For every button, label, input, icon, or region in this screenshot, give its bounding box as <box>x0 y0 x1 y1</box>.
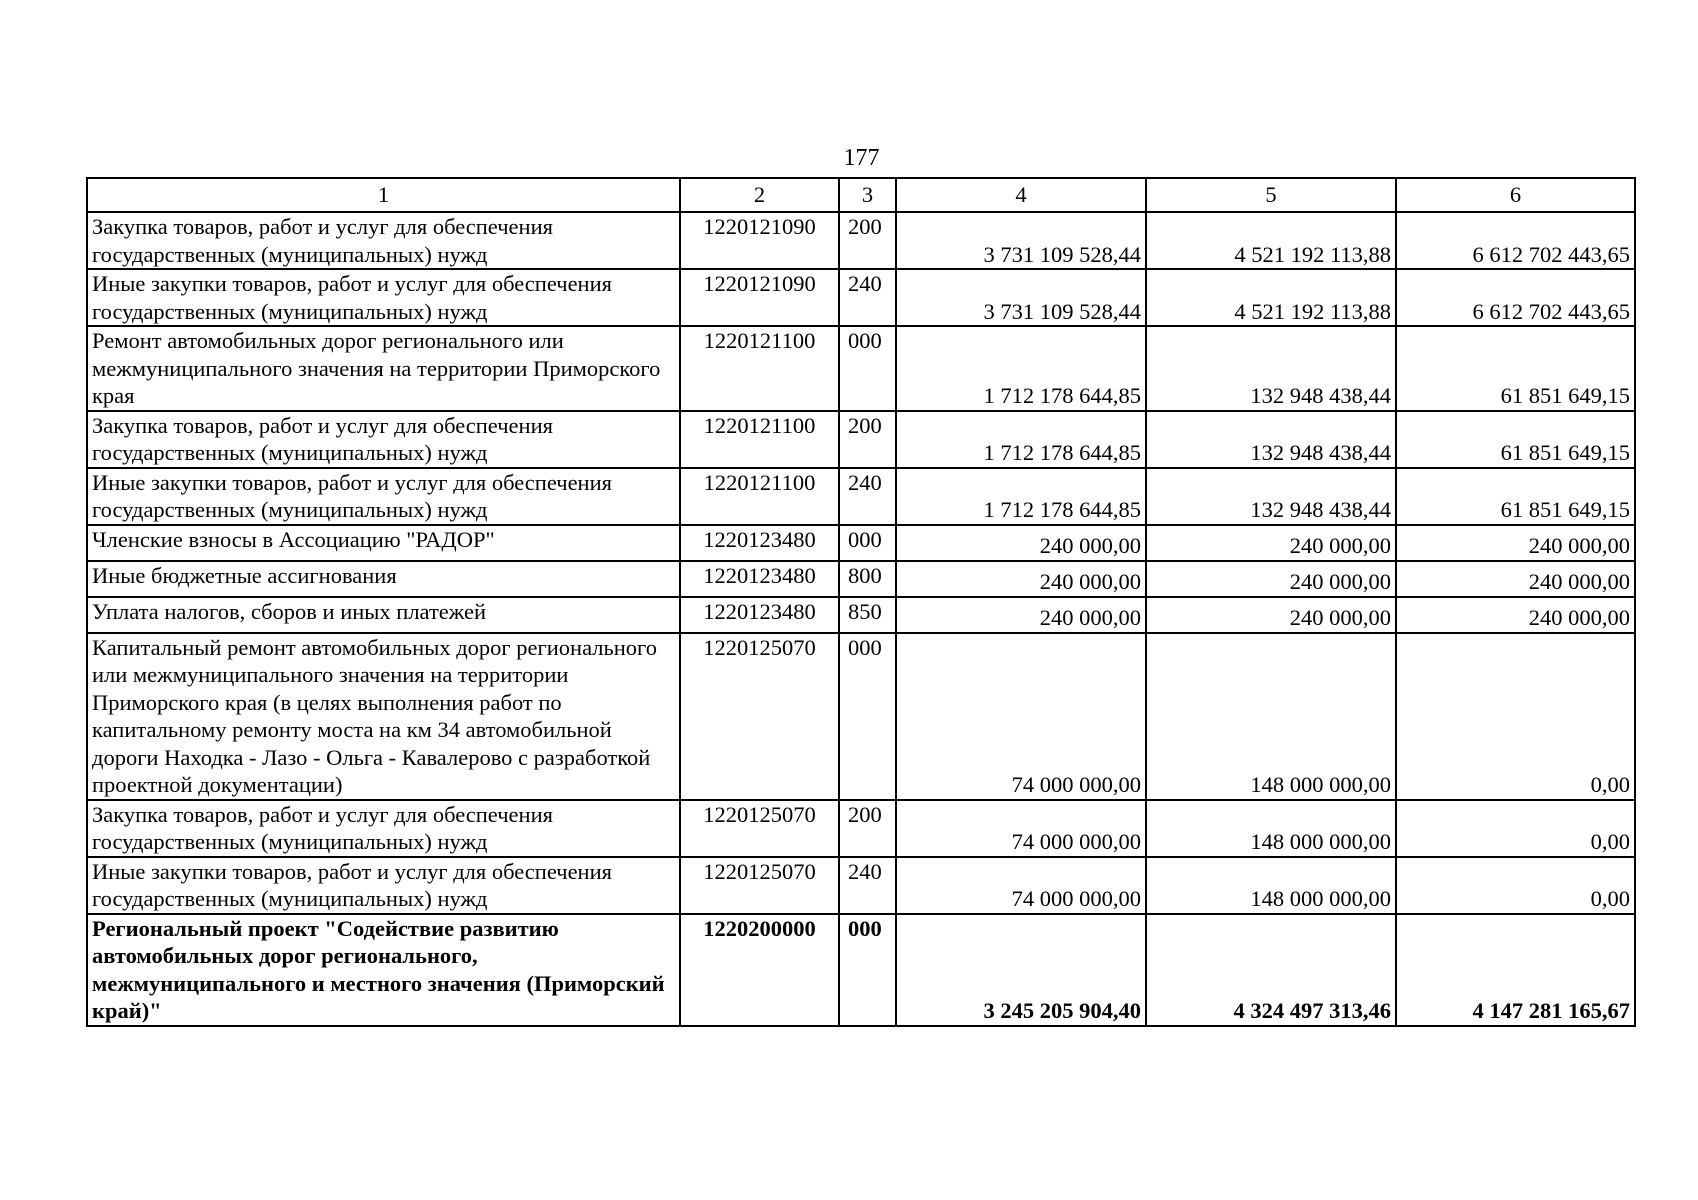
row-value-4-cell: 1 712 178 644,85 <box>896 326 1146 411</box>
row-code-cell: 1220200000 <box>680 914 839 1026</box>
row-type-cell: 000 <box>839 326 896 411</box>
row-value-5-cell: 240 000,00 <box>1146 597 1396 633</box>
row-type-cell: 000 <box>839 914 896 1026</box>
row-code-cell: 1220123480 <box>680 597 839 633</box>
row-name-cell: Капитальный ремонт автомобильных дорог регионального или межмуниципального значения на территории Приморского края (в целях выполнения работ по капитальному ремонту моста на км 34 автомобильной дороги Находка - Лазо - Ольга - Кавалерово с разработкой проектной документации) <box>87 633 680 800</box>
page-number: 177 <box>843 145 880 171</box>
row-value-4-cell: 1 712 178 644,85 <box>896 411 1146 468</box>
row-name-cell: Закупка товаров, работ и услуг для обеспечения государственных (муниципальных) нужд <box>87 800 680 857</box>
row-value-6-cell: 61 851 649,15 <box>1396 326 1635 411</box>
row-value-4-cell: 74 000 000,00 <box>896 857 1146 914</box>
row-value-6-cell: 4 147 281 165,67 <box>1396 914 1635 1026</box>
row-value-6-cell: 0,00 <box>1396 633 1635 800</box>
row-value-4-cell: 3 731 109 528,44 <box>896 212 1146 269</box>
row-value-5-cell: 148 000 000,00 <box>1146 800 1396 857</box>
row-type-cell: 200 <box>839 800 896 857</box>
row-type-cell: 800 <box>839 561 896 597</box>
column-header-4: 4 <box>896 178 1146 212</box>
row-type-cell: 200 <box>839 212 896 269</box>
row-value-6-cell: 6 612 702 443,65 <box>1396 212 1635 269</box>
row-value-4-cell: 240 000,00 <box>896 597 1146 633</box>
row-value-6-cell: 0,00 <box>1396 857 1635 914</box>
row-value-6-cell: 240 000,00 <box>1396 561 1635 597</box>
budget-table <box>86 177 1636 1027</box>
row-type-cell: 850 <box>839 597 896 633</box>
row-value-4-cell: 3 245 205 904,40 <box>896 914 1146 1026</box>
row-name-cell: Ремонт автомобильных дорог регионального или межмуниципального значения на территории Приморского края <box>87 326 680 411</box>
row-value-6-cell: 240 000,00 <box>1396 597 1635 633</box>
row-value-6-cell: 240 000,00 <box>1396 525 1635 561</box>
row-value-4-cell: 1 712 178 644,85 <box>896 468 1146 525</box>
row-value-6-cell: 61 851 649,15 <box>1396 468 1635 525</box>
row-code-cell: 1220125070 <box>680 800 839 857</box>
row-value-5-cell: 132 948 438,44 <box>1146 468 1396 525</box>
row-value-6-cell: 0,00 <box>1396 800 1635 857</box>
table-row <box>87 411 1635 468</box>
column-number-row <box>87 178 1635 212</box>
row-code-cell: 1220121090 <box>680 212 839 269</box>
row-code-cell: 1220123480 <box>680 561 839 597</box>
row-type-cell: 240 <box>839 269 896 326</box>
row-name-cell: Иные закупки товаров, работ и услуг для обеспечения государственных (муниципальных) нужд <box>87 468 680 525</box>
row-name-cell: Иные закупки товаров, работ и услуг для обеспечения государственных (муниципальных) нужд <box>87 269 680 326</box>
row-type-cell: 000 <box>839 525 896 561</box>
row-value-5-cell: 148 000 000,00 <box>1146 633 1396 800</box>
table-row <box>87 597 1635 633</box>
table-row <box>87 212 1635 269</box>
table-row <box>87 800 1635 857</box>
row-code-cell: 1220125070 <box>680 857 839 914</box>
row-code-cell: 1220125070 <box>680 633 839 800</box>
row-type-cell: 240 <box>839 468 896 525</box>
column-header-3: 3 <box>839 178 896 212</box>
row-value-5-cell: 4 521 192 113,88 <box>1146 212 1396 269</box>
table-row <box>87 269 1635 326</box>
row-value-5-cell: 4 324 497 313,46 <box>1146 914 1396 1026</box>
row-value-5-cell: 132 948 438,44 <box>1146 326 1396 411</box>
row-value-5-cell: 4 521 192 113,88 <box>1146 269 1396 326</box>
row-name-cell: Уплата налогов, сборов и иных платежей <box>87 597 680 633</box>
row-type-cell: 000 <box>839 633 896 800</box>
row-code-cell: 1220121100 <box>680 411 839 468</box>
row-type-cell: 200 <box>839 411 896 468</box>
row-name-cell: Закупка товаров, работ и услуг для обеспечения государственных (муниципальных) нужд <box>87 411 680 468</box>
table-row <box>87 633 1635 800</box>
table-row <box>87 857 1635 914</box>
column-header-1: 1 <box>87 178 680 212</box>
row-name-cell: Иные бюджетные ассигнования <box>87 561 680 597</box>
column-header-6: 6 <box>1396 178 1635 212</box>
table-row <box>87 525 1635 561</box>
row-value-5-cell: 240 000,00 <box>1146 525 1396 561</box>
row-value-4-cell: 240 000,00 <box>896 525 1146 561</box>
row-value-4-cell: 74 000 000,00 <box>896 800 1146 857</box>
table-row <box>87 468 1635 525</box>
row-value-4-cell: 3 731 109 528,44 <box>896 269 1146 326</box>
row-code-cell: 1220121100 <box>680 326 839 411</box>
row-code-cell: 1220121100 <box>680 468 839 525</box>
table-row <box>87 914 1635 1026</box>
row-name-cell: Иные закупки товаров, работ и услуг для обеспечения государственных (муниципальных) нужд <box>87 857 680 914</box>
row-code-cell: 1220123480 <box>680 525 839 561</box>
row-value-4-cell: 74 000 000,00 <box>896 633 1146 800</box>
row-name-cell: Членские взносы в Ассоциацию "РАДОР" <box>87 525 680 561</box>
table-row <box>87 561 1635 597</box>
row-name-cell: Региональный проект "Содействие развитию автомобильных дорог регионального, межмуниципального и местного значения (Приморский край)" <box>87 914 680 1026</box>
row-value-4-cell: 240 000,00 <box>896 561 1146 597</box>
row-value-6-cell: 6 612 702 443,65 <box>1396 269 1635 326</box>
column-header-2: 2 <box>680 178 839 212</box>
table-row <box>87 326 1635 411</box>
column-header-5: 5 <box>1146 178 1396 212</box>
row-value-5-cell: 132 948 438,44 <box>1146 411 1396 468</box>
row-name-cell: Закупка товаров, работ и услуг для обеспечения государственных (муниципальных) нужд <box>87 212 680 269</box>
row-type-cell: 240 <box>839 857 896 914</box>
row-code-cell: 1220121090 <box>680 269 839 326</box>
row-value-6-cell: 61 851 649,15 <box>1396 411 1635 468</box>
row-value-5-cell: 240 000,00 <box>1146 561 1396 597</box>
row-value-5-cell: 148 000 000,00 <box>1146 857 1396 914</box>
